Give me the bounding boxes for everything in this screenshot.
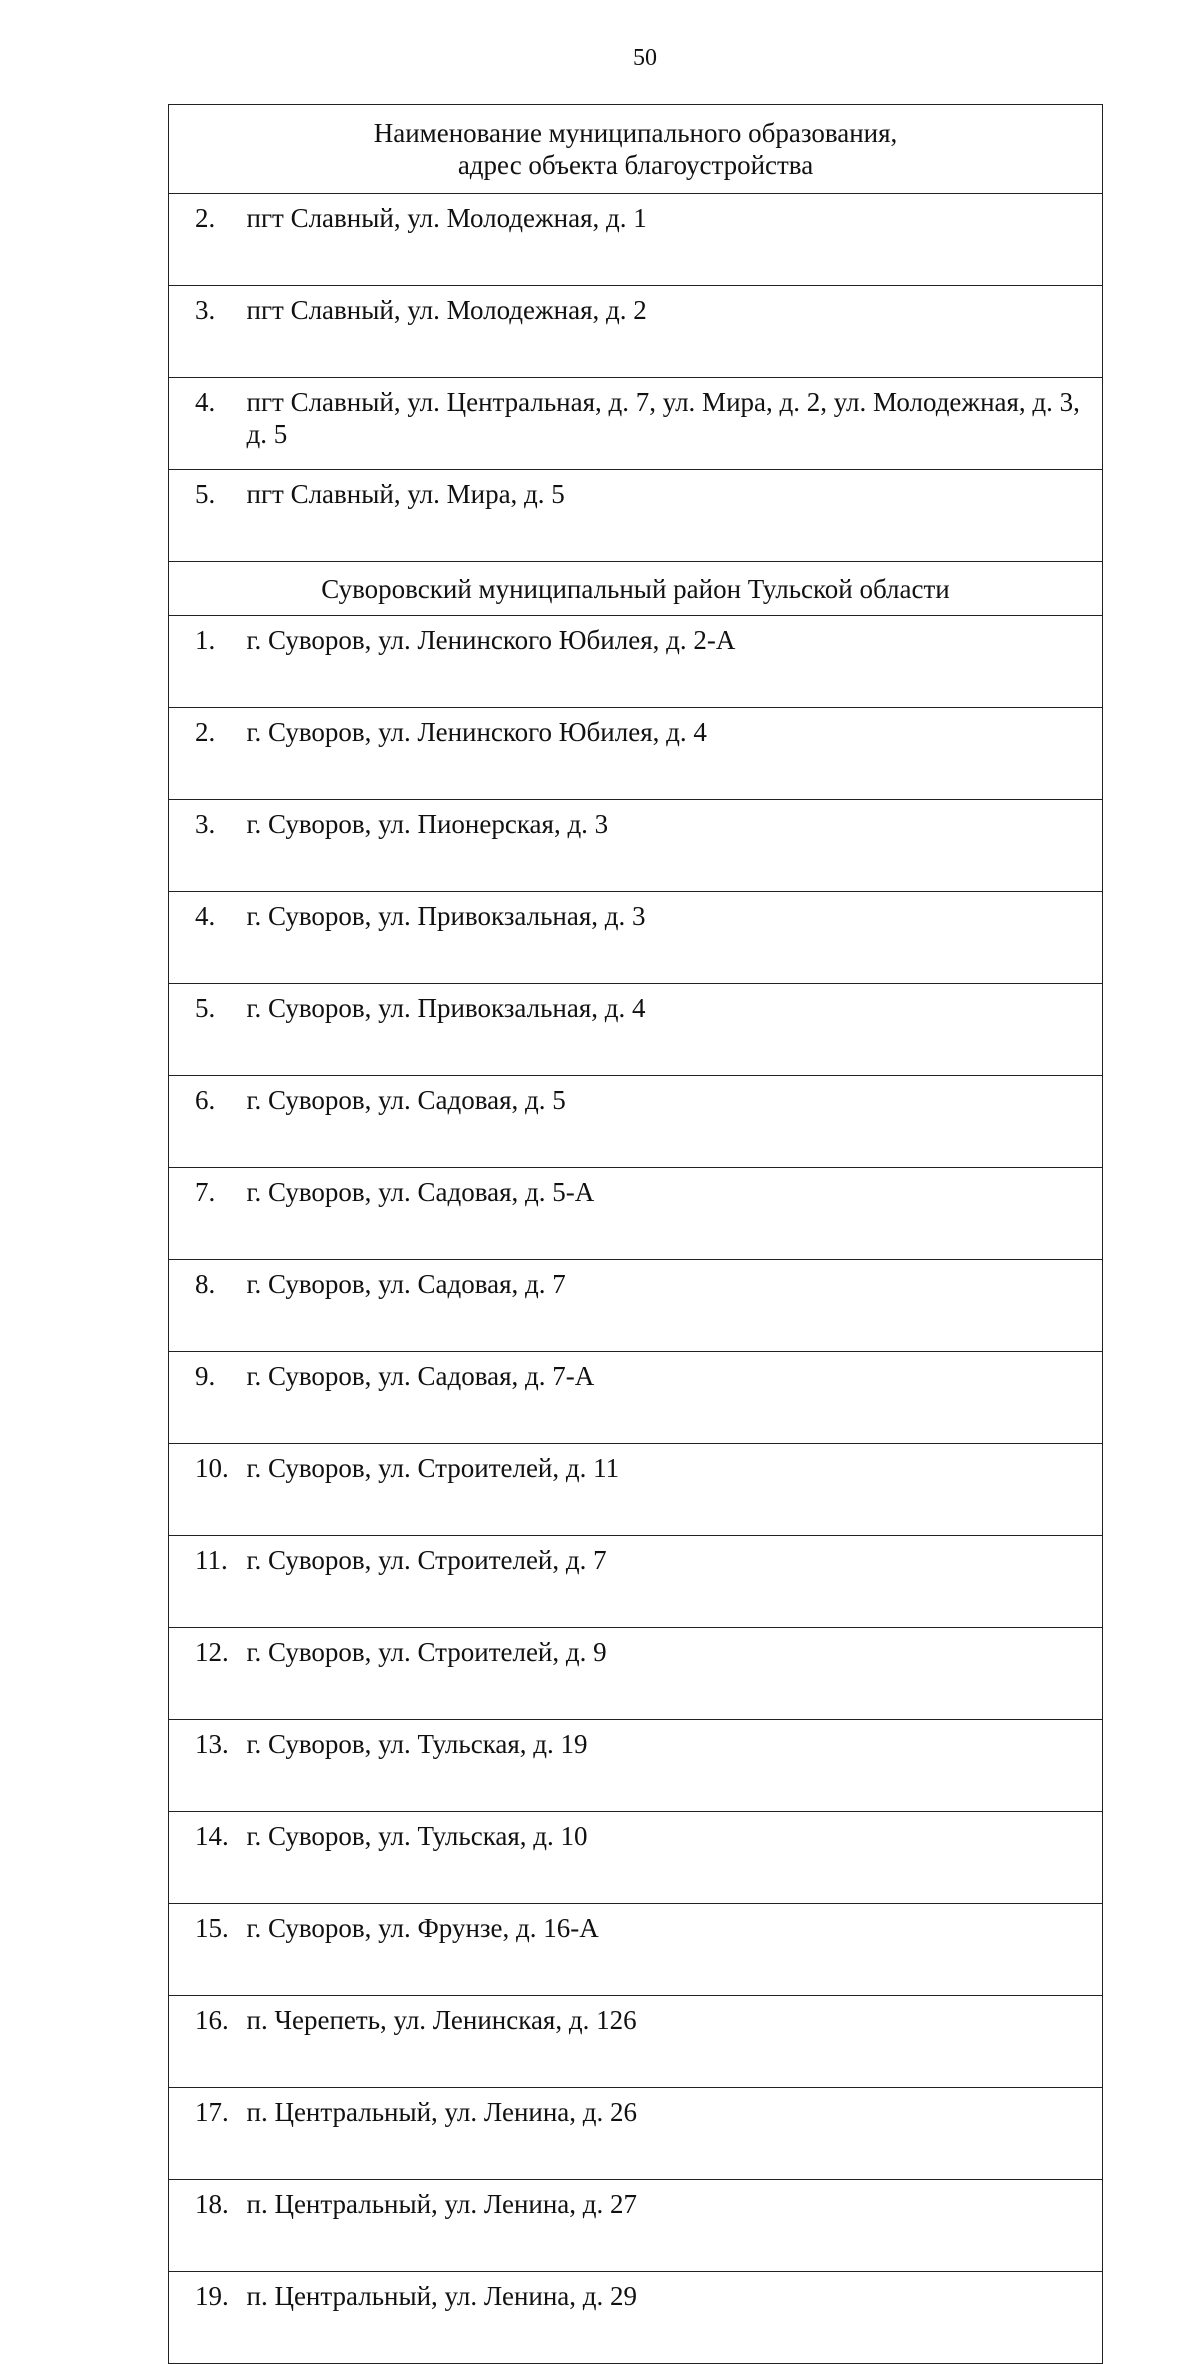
row-address: г. Суворов, ул. Садовая, д. 7 [241,1260,1103,1352]
table-row [169,892,1103,984]
row-address: п. Центральный, ул. Ленина, д. 26 [241,2088,1103,2180]
row-address: г. Суворов, ул. Тульская, д. 19 [241,1720,1103,1812]
row-number: 11. [169,1536,241,1628]
section-row [169,562,1103,616]
row-address: п. Черепеть, ул. Ленинская, д. 126 [241,1996,1103,2088]
row-address: пгт Славный, ул. Молодежная, д. 1 [241,194,1103,286]
table-header-row [169,105,1103,194]
row-number: 9. [169,1352,241,1444]
table-row [169,194,1103,286]
table-row [169,1996,1103,2088]
table-row [169,2272,1103,2364]
section-title: Суворовский муниципальный район Тульской области [169,562,1103,616]
table-row [169,470,1103,562]
table-row [169,1812,1103,1904]
row-address: г. Суворов, ул. Фрунзе, д. 16-А [241,1904,1103,1996]
table-row [169,616,1103,708]
row-address: г. Суворов, ул. Ленинского Юбилея, д. 4 [241,708,1103,800]
table-row [169,1628,1103,1720]
table-header-line-1: Наименование муниципального образования, [373,118,898,148]
row-address: п. Центральный, ул. Ленина, д. 29 [241,2272,1103,2364]
row-number: 5. [169,984,241,1076]
row-number: 7. [169,1168,241,1260]
row-address: г. Суворов, ул. Привокзальная, д. 3 [241,892,1103,984]
row-address: г. Суворов, ул. Строителей, д. 11 [241,1444,1103,1536]
row-address: г. Суворов, ул. Садовая, д. 5 [241,1076,1103,1168]
row-number: 19. [169,2272,241,2364]
row-number: 17. [169,2088,241,2180]
table-header-cell [169,105,1103,194]
row-number: 12. [169,1628,241,1720]
row-number: 4. [169,378,241,470]
table-row [169,1260,1103,1352]
table-row [169,1720,1103,1812]
row-address: г. Суворов, ул. Садовая, д. 5-А [241,1168,1103,1260]
table-row [169,984,1103,1076]
row-address: г. Суворов, ул. Пионерская, д. 3 [241,800,1103,892]
row-number: 3. [169,800,241,892]
table-row [169,1536,1103,1628]
table-row [169,800,1103,892]
page-number: 50 [633,45,657,71]
table-row [169,1444,1103,1536]
table-row [169,378,1103,470]
row-number: 2. [169,194,241,286]
row-number: 15. [169,1904,241,1996]
row-number: 5. [169,470,241,562]
table-row [169,2088,1103,2180]
table-row [169,2180,1103,2272]
row-address: г. Суворов, ул. Тульская, д. 10 [241,1812,1103,1904]
row-address: пгт Славный, ул. Молодежная, д. 2 [241,286,1103,378]
row-number: 10. [169,1444,241,1536]
row-number: 2. [169,708,241,800]
row-number: 18. [169,2180,241,2272]
address-table [168,104,1103,2364]
table-row [169,708,1103,800]
table-row [169,1352,1103,1444]
row-address: пгт Славный, ул. Мира, д. 5 [241,470,1103,562]
row-number: 14. [169,1812,241,1904]
table-row [169,1076,1103,1168]
row-number: 6. [169,1076,241,1168]
row-address: г. Суворов, ул. Строителей, д. 9 [241,1628,1103,1720]
table-row [169,1904,1103,1996]
row-number: 4. [169,892,241,984]
row-number: 13. [169,1720,241,1812]
table-row [169,286,1103,378]
row-number: 8. [169,1260,241,1352]
row-number: 16. [169,1996,241,2088]
row-address: г. Суворов, ул. Привокзальная, д. 4 [241,984,1103,1076]
row-number: 3. [169,286,241,378]
row-address: г. Суворов, ул. Ленинского Юбилея, д. 2-А [241,616,1103,708]
row-number: 1. [169,616,241,708]
row-address: г. Суворов, ул. Садовая, д. 7-А [241,1352,1103,1444]
row-address: г. Суворов, ул. Строителей, д. 7 [241,1536,1103,1628]
table-row [169,1168,1103,1260]
row-address: п. Центральный, ул. Ленина, д. 27 [241,2180,1103,2272]
row-address: пгт Славный, ул. Центральная, д. 7, ул. Мира, д. 2, ул. Молодежная, д. 3, д. 5 [241,378,1103,470]
table-header-line-2: адрес объекта благоустройства [457,150,814,180]
address-table-body [169,105,1103,2364]
